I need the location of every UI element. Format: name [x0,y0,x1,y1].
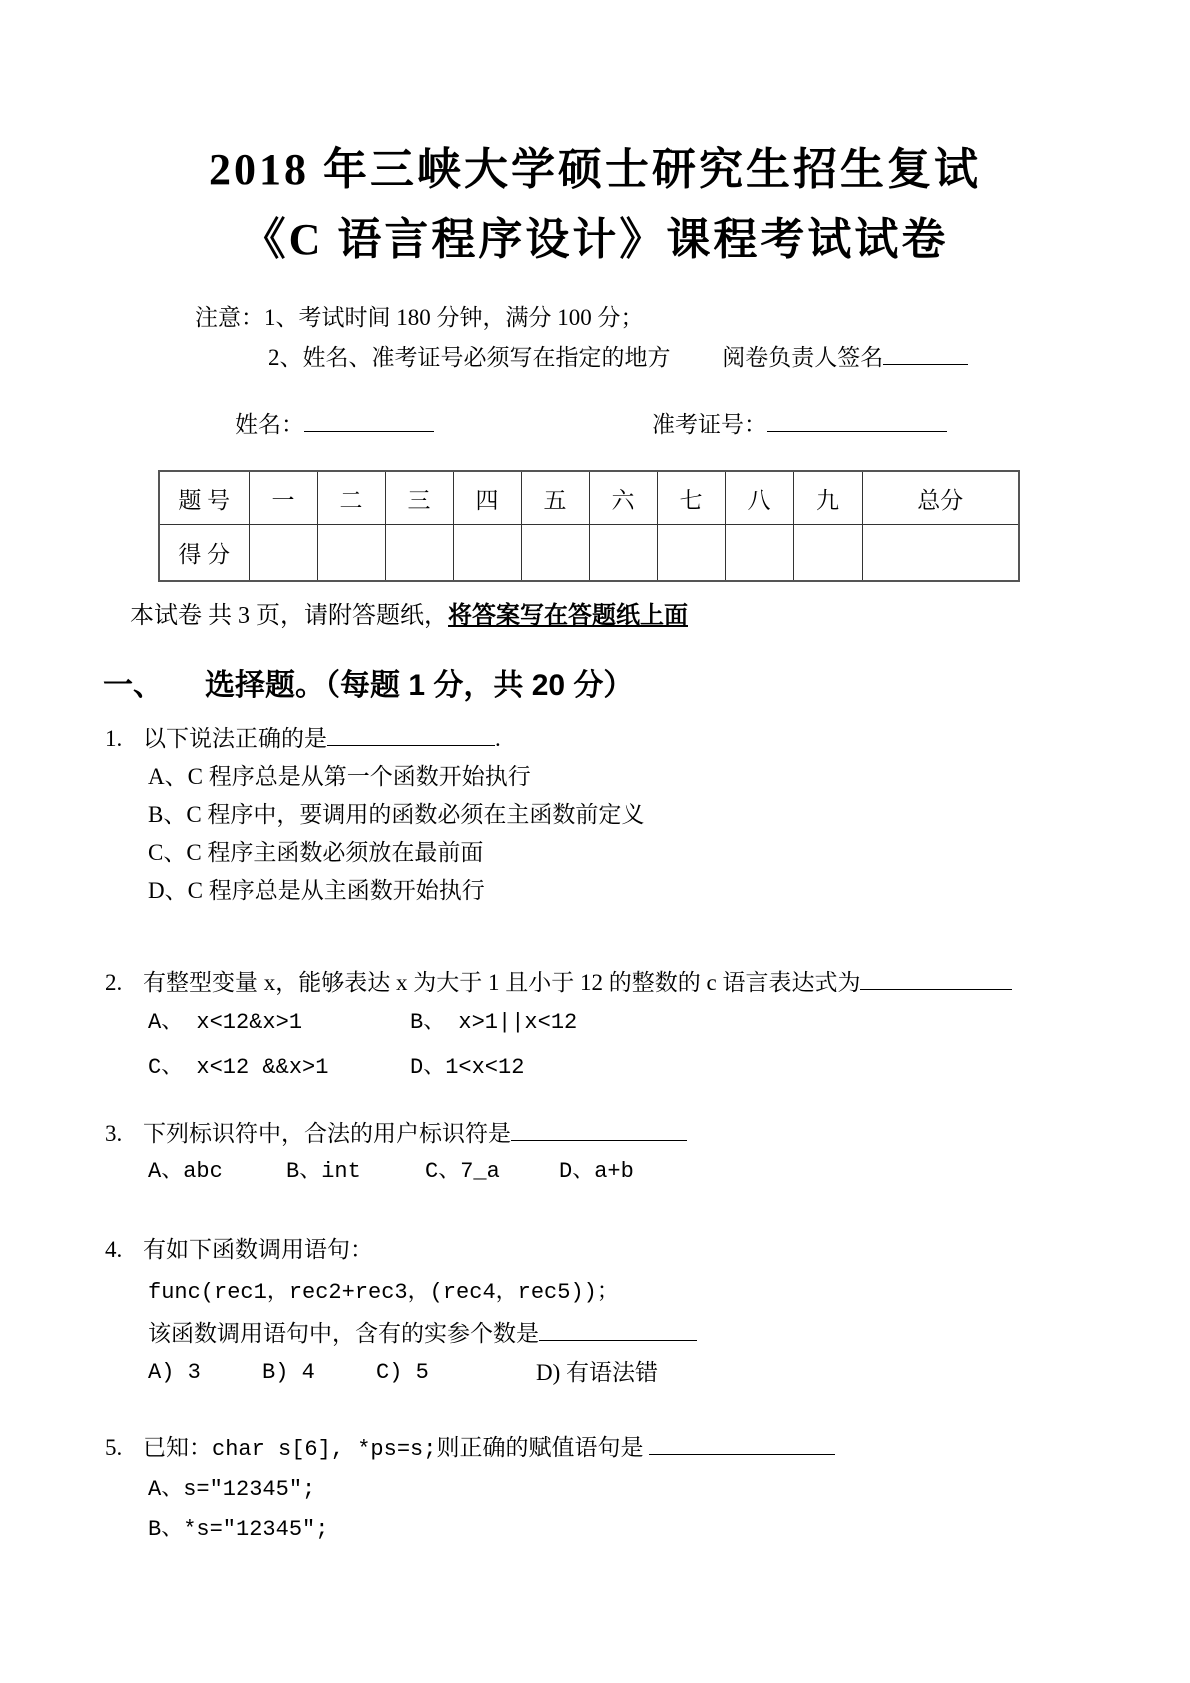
option-a: A、C 程序总是从第一个函数开始执行 [148,764,531,789]
score-table-header-cell: 四 [453,471,521,525]
score-table-header-cell: 三 [385,471,453,525]
question-text: 下列标识符中，合法的用户标识符是 [143,1121,511,1146]
question-5-options [148,1470,1190,1550]
option-b: B) 4 [262,1360,315,1385]
notice-item-1: 1、考试时间 180 分钟，满分 100 分； [264,305,644,330]
option-a: A、 x<12&x>1 [148,1010,303,1035]
question-3-options [148,1153,1190,1191]
ticket-blank [767,409,947,432]
question-4-stem [105,1229,1190,1270]
notice-line-1 [195,298,1190,338]
exam-title-line1: 2018 年三峡大学硕士研究生招生复试 [209,145,981,194]
paper-note-text: 本试卷 共 3 页，请附答题纸， [130,603,448,629]
question-number: 4. [105,1237,123,1262]
question-3-stem [105,1115,1190,1153]
option-c: C、 x<12 &&x>1 [148,1055,329,1080]
grader-signature-label: 阅卷负责人签名 [722,345,884,370]
score-cell [862,525,1019,582]
exam-title-line2: 《C 语言程序设计》课程考试试卷 [241,215,949,264]
score-cell [385,525,453,582]
score-cell [725,525,793,582]
score-table-score-row [159,525,1019,582]
question-1-options [148,758,1190,910]
code-snippet: func(rec1，rec2+rec3，(rec4，rec5))； [148,1280,619,1305]
notice-block [195,298,1190,378]
score-row-label: 得 分 [159,525,249,582]
score-cell [793,525,862,582]
question-1-stem [105,720,1190,758]
option-b: B、C 程序中，要调用的函数必须在主函数前定义 [148,802,645,827]
question-text-2: 该函数调用语句中，含有的实参个数是 [148,1321,539,1346]
name-blank [304,409,434,432]
question-text: 以下说法正确的是 [143,726,327,751]
grader-signature-blank [883,342,968,365]
question-5-stem [105,1428,1190,1470]
paper-note-emphasis: 将答案写在答题纸上面 [448,603,688,629]
identity-row [235,406,1190,444]
score-cell [453,525,521,582]
score-cell [317,525,385,582]
option-b: B、 x>1||x<12 [410,1010,578,1035]
question-2-stem [105,964,1190,1002]
option-d: D、a+b [559,1159,634,1184]
option-a: A、s=″12345″; [148,1477,316,1502]
question-3 [105,1115,1190,1191]
option-d: D、C 程序总是从主函数开始执行 [148,878,485,903]
answer-blank [860,967,1012,990]
option-a: A) 3 [148,1360,201,1385]
section-number: 一、 [103,669,163,702]
name-label: 姓名： [235,412,304,437]
score-table-header-row [159,471,1019,525]
notice-item-2: 2、姓名、准考证号必须写在指定的地方 [268,345,671,370]
answer-blank [649,1432,835,1455]
section-title: 选择题。（每题 1 分，共 20 分） [205,669,634,702]
answer-blank [327,723,495,746]
question-number: 2. [105,970,123,995]
question-4 [105,1229,1190,1392]
score-table-header-cell: 七 [657,471,725,525]
option-c: C、C 程序主函数必须放在最前面 [148,840,484,865]
question-tail: . [495,726,501,751]
score-table-header-cell: 六 [589,471,657,525]
question-1 [105,720,1190,910]
ticket-label: 准考证号： [652,412,767,437]
section-heading [103,664,1190,708]
question-4-options [148,1354,1190,1392]
question-4-code [148,1270,1190,1313]
option-a: A、abc [148,1159,223,1184]
question-suffix: 则正确的赋值语句是 [436,1435,650,1460]
answer-blank [539,1318,697,1341]
option-c: C) 5 [376,1360,429,1385]
option-b: B、*s=″12345″; [148,1517,329,1542]
score-table-header-cell: 五 [521,471,589,525]
notice-label: 注意： [195,305,264,330]
score-table-header-cell: 一 [249,471,317,525]
question-2-options [148,1004,1190,1087]
question-prefix: 已知： [143,1435,212,1460]
score-cell [589,525,657,582]
question-number: 1. [105,726,123,751]
question-number: 3. [105,1121,123,1146]
option-b: B、int [286,1159,361,1184]
question-2 [105,964,1190,1087]
question-5 [105,1428,1190,1550]
answer-blank [511,1118,687,1141]
paper-note [130,598,1190,634]
question-text: 有如下函数调用语句： [143,1237,373,1262]
option-d: D) 有语法错 [536,1360,659,1385]
question-text: 有整型变量 x，能够表达 x 为大于 1 且小于 12 的整数的 c 语言表达式为 [143,970,861,995]
score-table [158,470,1020,582]
option-d: D、1<x<12 [410,1055,525,1080]
question-4-stem-2 [148,1313,1190,1354]
score-table-header-cell: 八 [725,471,793,525]
score-table-header-cell: 题 号 [159,471,249,525]
option-c: C、7_a [425,1159,500,1184]
notice-line-2 [268,338,1190,378]
code-snippet: char s[6], *ps=s; [212,1437,437,1462]
question-number: 5. [105,1435,123,1460]
score-cell [521,525,589,582]
score-cell [657,525,725,582]
score-cell [249,525,317,582]
score-table-header-cell: 九 [793,471,862,525]
score-table-header-cell: 总分 [862,471,1019,525]
score-table-header-cell: 二 [317,471,385,525]
